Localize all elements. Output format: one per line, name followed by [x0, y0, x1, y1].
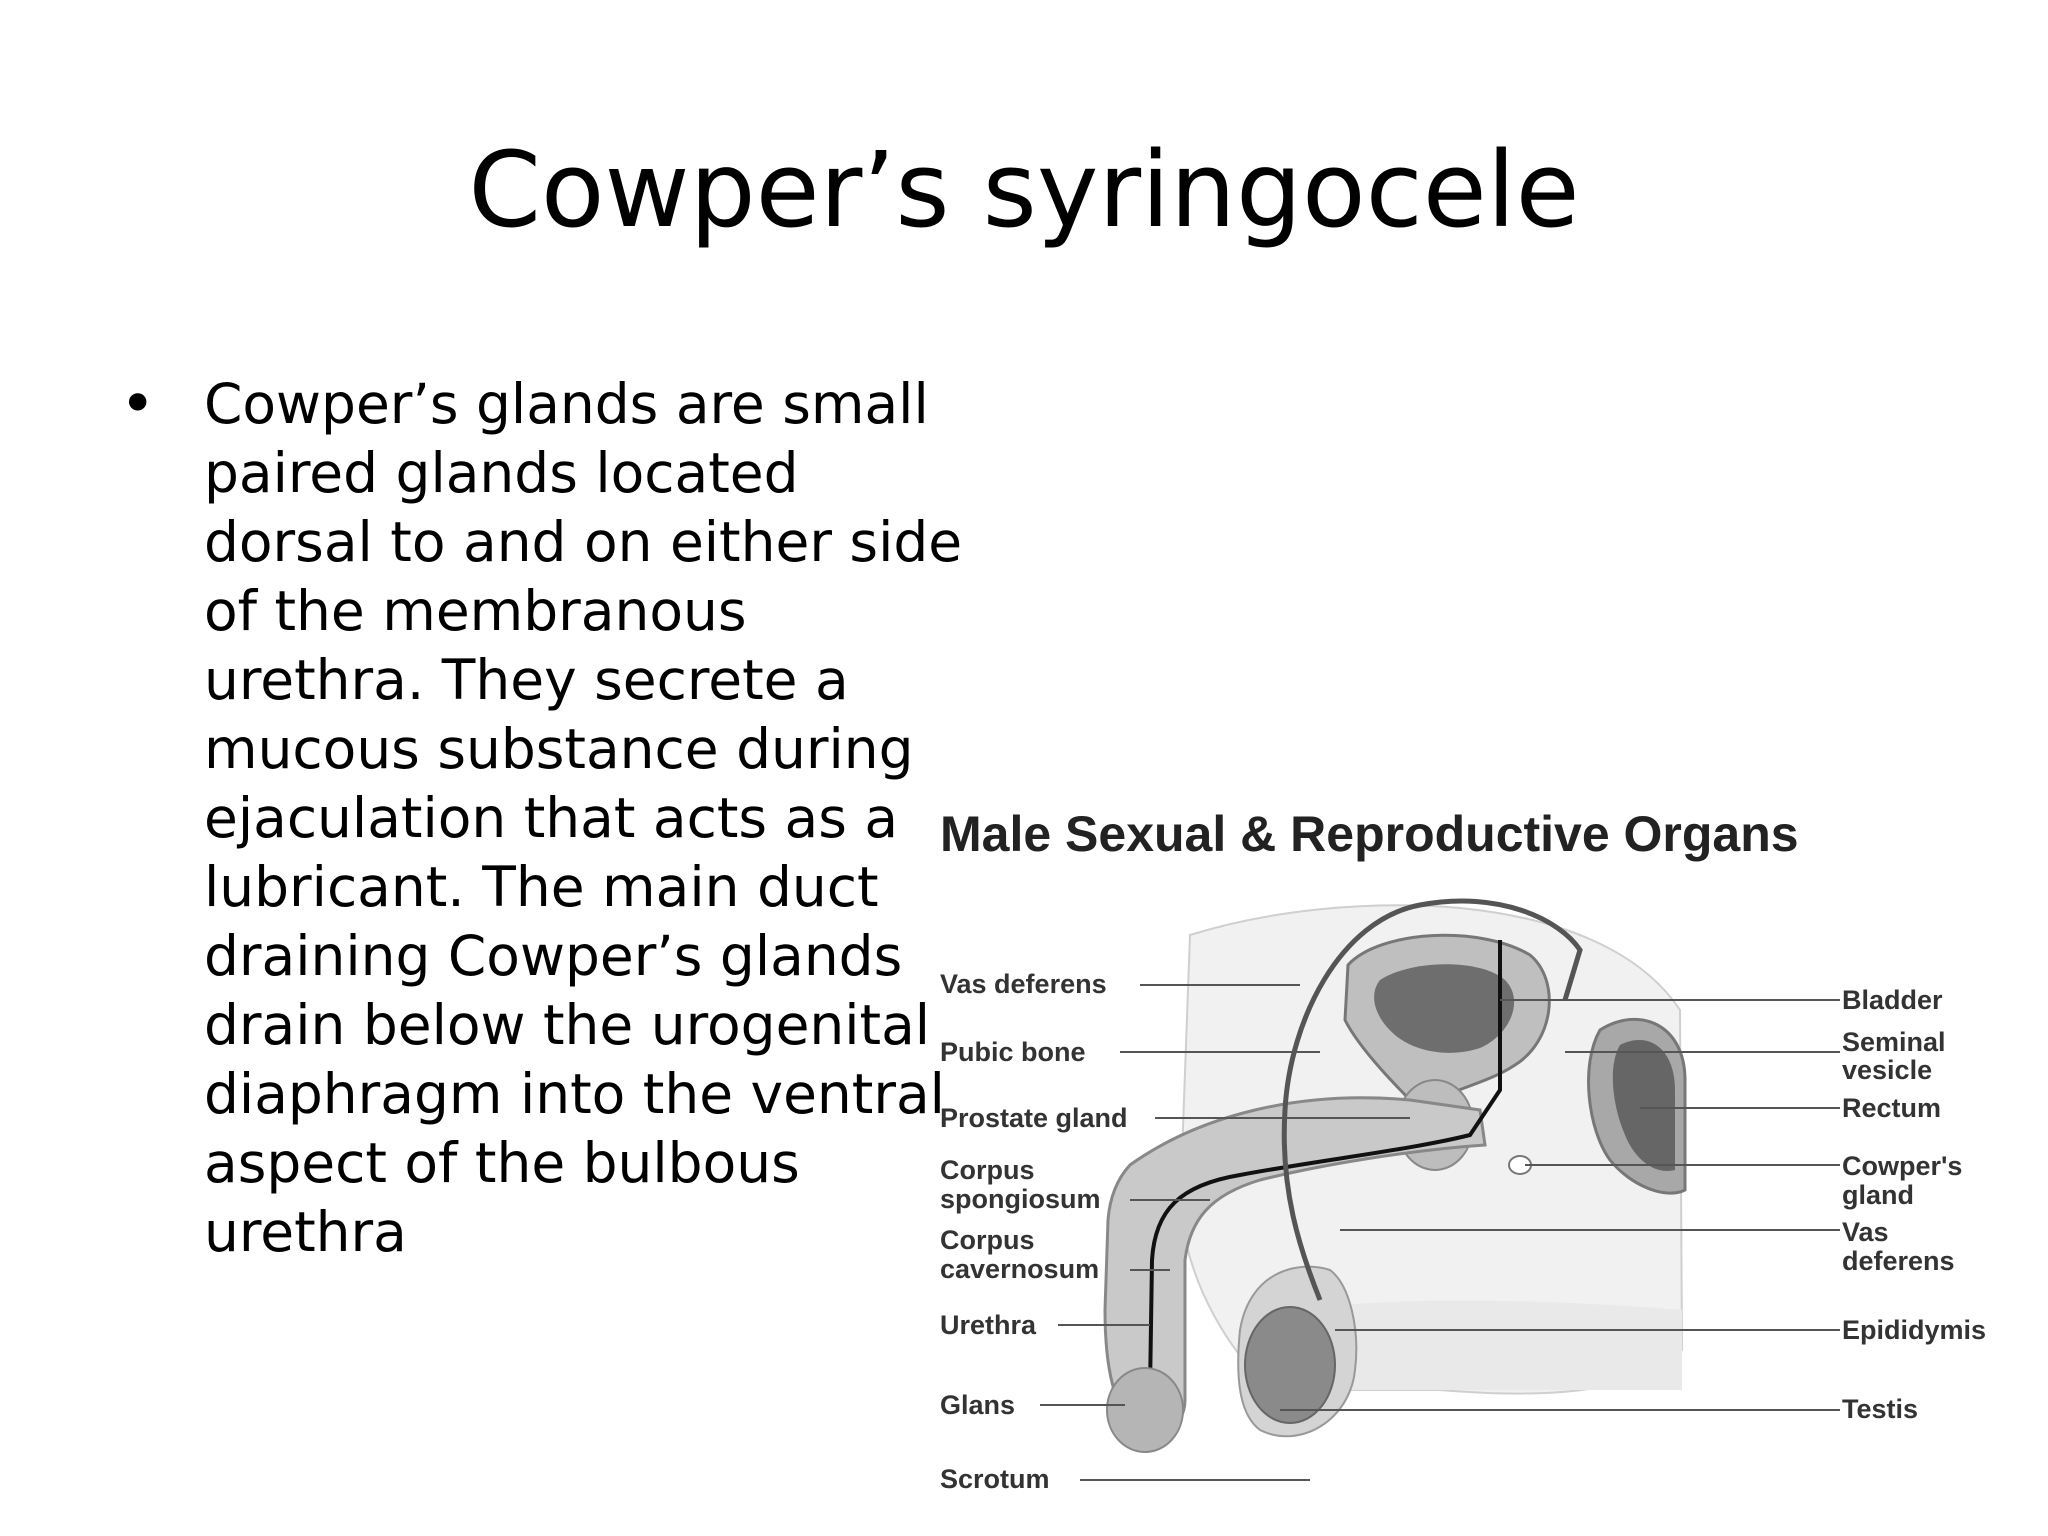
label-pubic-bone: Pubic bone — [940, 1037, 1086, 1067]
bullet-text: Cowper’s glands are small paired glands located dorsal to and on either side of the membranous urethra. They secrete a mucous substance during ejaculation that acts as a lubricant. The main duct draining Cowper’s glands drain below the urogenital diaphragm into the ventral aspect of the bulbous urethra — [204, 372, 963, 1264]
label-corpus-cavernosum-line1: Corpus — [940, 1225, 1035, 1255]
testis — [1245, 1307, 1335, 1423]
label-vas-deferens-right-line2: deferens — [1842, 1246, 1955, 1276]
label-cowpers-gland-line2: gland — [1842, 1180, 1914, 1210]
label-seminal-vesicle-line2: vesicle — [1842, 1055, 1933, 1085]
label-urethra: Urethra — [940, 1310, 1037, 1340]
label-scrotum: Scrotum — [940, 1464, 1050, 1494]
label-corpus-cavernosum-line2: cavernosum — [940, 1254, 1100, 1284]
label-seminal-vesicle-line1: Seminal — [1842, 1027, 1946, 1057]
slide-title: Cowper’s syringocele — [468, 129, 1580, 251]
label-corpus-spongiosum-line2: spongiosum — [940, 1184, 1101, 1214]
label-glans: Glans — [940, 1390, 1016, 1420]
label-rectum: Rectum — [1842, 1093, 1942, 1123]
label-cowpers-gland-line1: Cowper's — [1842, 1151, 1963, 1181]
label-prostate-gland: Prostate gland — [940, 1103, 1128, 1133]
label-vas-deferens-right-line1: Vas — [1842, 1217, 1889, 1247]
label-testis: Testis — [1842, 1394, 1919, 1424]
label-bladder: Bladder — [1842, 985, 1943, 1015]
bullet-marker: • — [120, 369, 156, 439]
label-corpus-spongiosum-line1: Corpus — [940, 1155, 1035, 1185]
label-vas-deferens: Vas deferens — [940, 969, 1107, 999]
anatomy-figure — [940, 790, 2020, 1530]
glans — [1107, 1368, 1183, 1452]
label-epididymis: Epididymis — [1842, 1315, 1987, 1345]
figure-title: Male Sexual & Reproductive Organs — [940, 806, 1799, 862]
